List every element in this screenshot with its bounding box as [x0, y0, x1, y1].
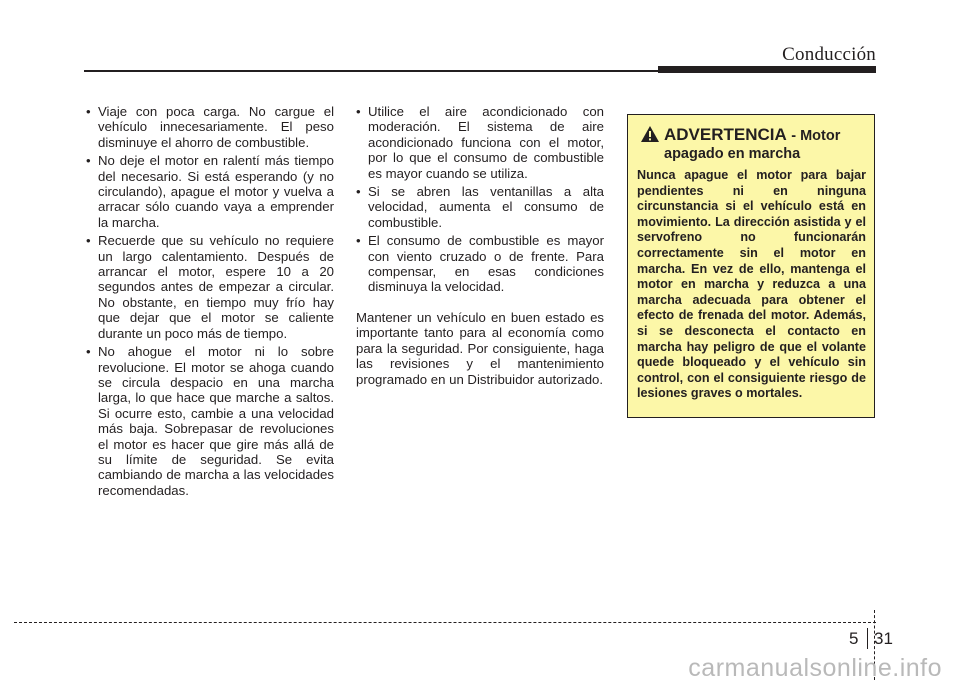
list-item: • Viaje con poca carga. No cargue el vehículo innecesariamente. El peso disminuye el ahorro de combustible.	[86, 104, 334, 150]
warning-subtitle-line2: apagado en marcha	[664, 146, 801, 162]
list-item: • Si se abren las ventanillas a alta velocidad, aumenta el consumo de combustible.	[356, 184, 604, 230]
list-item: • No deje el motor en ralentí más tiempo del necesario. Si está esperando (y no circulando), apague el motor y vuelva a arracar sólo cuando vaya a emprender la marcha.	[86, 153, 334, 230]
warning-box	[627, 114, 875, 418]
list-item: • El consumo de combustible es mayor con viento cruzado o de frente. Para compensar, en esas condiciones disminuya la velocidad.	[356, 233, 604, 295]
section-title: Conducción	[782, 44, 876, 65]
text-column-1	[86, 104, 334, 501]
header-rule-accent	[658, 66, 876, 73]
tips-list-1	[86, 104, 334, 498]
list-item: • No ahogue el motor ni lo sobre revolucione. El motor se ahoga cuando se circula despacio en una marcha larga, lo que hace que marche a saltos. Si ocurre esto, cambie a una velocidad más baja. Sobrepasar de revoluciones el motor es hacer que gire más allá de su límite de seguridad. Se evita cambiando de marcha a las velocidades recomendadas.	[86, 344, 334, 498]
warning-subtitle: - Motor	[791, 128, 841, 144]
page-number-divider	[867, 628, 868, 649]
chapter-number: 5	[849, 629, 859, 648]
warning-header	[637, 125, 866, 164]
list-item: • Recuerde que su vehículo no requiere un largo calentamiento. Después de arrancar el motor, espere 10 a 20 segundos antes de empezar a circular. No obstante, en tiempo muy frío hay que dejar que el motor se caliente durante un poco más de tiempo.	[86, 233, 334, 341]
page-number: 31	[874, 629, 893, 648]
warning-body: Nunca apague el motor para bajar pendientes ni en ninguna circunstancia si el vehículo está en movimiento. La dirección asistida y el servofreno no funcionarán correctamente sin el motor en marcha. En vez de ello, mantenga el motor en marcha y reduzca a una marcha adecuada para obtener el efecto de frenada del motor. Además, si se desconecta el contacto en marcha hay peligro de que el volante quede bloqueado y el vehículo sin control, con el consiguiente riesgo de lesiones graves o mortales.	[637, 168, 866, 401]
maintenance-paragraph: Mantener un vehículo en buen estado es importante tanto para al economía como para la seguridad. Por consiguiente, haga las revisiones y el mantenimiento programado en un Distribuidor autorizado.	[356, 309, 604, 387]
text-column-2	[356, 104, 604, 400]
watermark: carmanualsonline.info	[688, 654, 942, 682]
list-item: • Utilice el aire acondicionado con moderación. El sistema de aire acondicionado funciona con el motor, por lo que el consumo de combustible es mayor cuando se utiliza.	[356, 104, 604, 181]
warning-title: ADVERTENCIA	[664, 125, 787, 144]
tips-list-2	[356, 104, 604, 295]
header-rule	[84, 70, 660, 72]
footer-rule	[14, 622, 876, 623]
warning-triangle-icon	[640, 125, 660, 143]
